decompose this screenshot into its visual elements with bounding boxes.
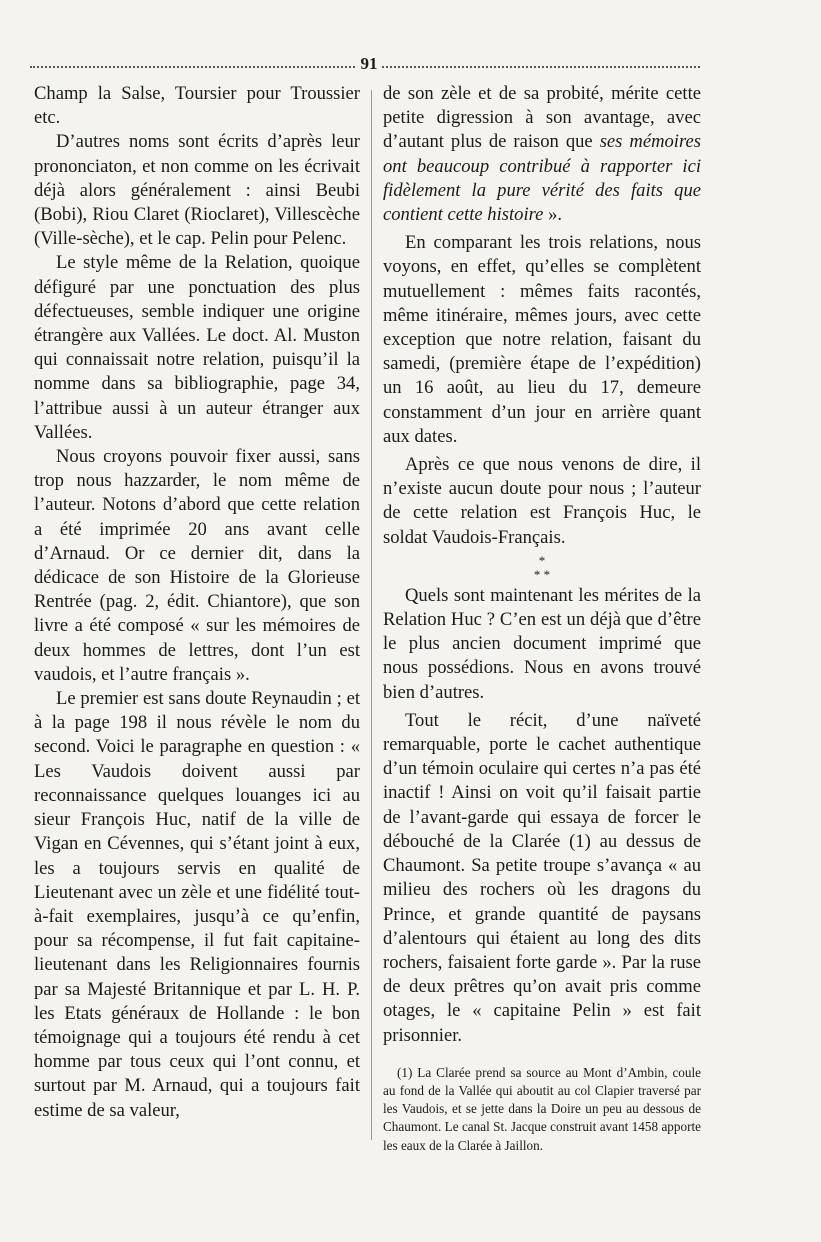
paragraph-narrative: Tout le récit, d’une naïveté remarquable, porte le cachet authentique d’un témoin oculaire qui certes n’a pas été inactif ! Ainsi on voit qu’il faisait partie de l’avant-garde qui essaya de forcer le débouché de la Clarée (1) au dessus de Chaumont. Sa petite troupe s’avança « au milieu des rochers où les dragons du Prince, et grande quantité de paysans d’alentours qui étaient au long des dits rochers, faisaient forte garde ». Par la ruse de deux prêtres qu’on avait pris comme otages, le « capitaine Pelin » est fait prisonnier. [383, 709, 701, 1046]
footnote: (1) La Clarée prend sa source au Mont d’Ambin, coule au fond de la Vallée qui aboutit au col Clapier traversé par les Vaudois, et se jette dans la Doire un peu au dessous de Chaumont. Le canal St. Jacque construit avant 1458 apporte les eaux de la Clarée à Jaillon. [383, 1064, 701, 1153]
header-rule-right [382, 66, 700, 68]
paragraph-continuation: Champ la Salse, Toursier pour Troussier etc. [34, 83, 360, 129]
quotation-plain: de son zèle et de sa probité, mérite cette petite digression à son avantage, avec d’autant plus de raison que [383, 83, 701, 153]
paragraph-quotation-end [383, 82, 701, 227]
quotation-italic: ses mémoires ont beaucoup contribué à rapporter ici fidèlement la pure vérité des faits que contient cette histoire [383, 131, 702, 226]
paragraph-pronunciation: D’autres noms sont écrits d’après leur prononciaton, et non comme on les écrivait déjà alors généralement : ainsi Beubi (Bobi), Riou Claret (Rioclaret), Villescèche (Ville-sèche), et le cap. Pelin pour Pelenc. [34, 131, 360, 250]
section-break-asterisks [383, 554, 701, 582]
paragraph-quotation: Le premier est sans doute Reynaudin ; et à la page 198 il nous révèle le nom du second. Voici le paragraphe en question : « Les Vaudois doivent aussi par reconnaissance quelques louanges ici au sieur François Huc, natif de la ville de Vigan en Cévennes, qui s’étant joint à eux, les a toujours servis en qualité de Lieutenant avec un zèle et une fidélité tout-à-fait exemplaires, jusqu’à ce qu’enfin, pour sa récompense, il fut fait capitaine-lieutenant dans les Religionnaires fournis par sa Majesté Britannique et par L. H. P. les Etats généraux de Hollande : le bon témoignage qui a toujours été rendu à cet homme par tous ceux qui l’ont connu, et surtout par M. Arnaud, qui a toujours fait estime de sa valeur, [34, 688, 360, 1121]
right-column [383, 82, 701, 1155]
paragraph-merits: Quels sont maintenant les mérites de la Relation Huc ? C’en est un déjà que d’être le plus ancien document imprimé que nous possédions. Nous en avons trouvé bien d’autres. [383, 584, 701, 703]
column-divider [371, 90, 372, 1140]
header-rule-left [30, 66, 355, 68]
paragraph-author: Nous croyons pouvoir fixer aussi, sans trop nous hazzarder, le nom même de l’auteur. Notons d’abord que cette relation a été imprimée 20 ans avant celle d’Arnaud. Or ce dernier dit, dans la dédicace de son Histoire de la Glorieuse Rentrée (pag. 2, édit. Chiantore), que son livre a été composé « sur les mémoires de deux hommes de lettres, dont l’un est vaudois, et l’autre français ». [34, 446, 360, 685]
paragraph-conclusion: Après ce que nous venons de dire, il n’existe aucun doute pour nous ; l’auteur de cette relation est François Huc, le soldat Vaudois-Français. [383, 454, 701, 548]
page-number: 91 [360, 54, 378, 73]
paragraph-style: Le style même de la Relation, quoique défiguré par une ponctuation des plus défectueuses, semble indiquer une origine étrangère aux Vallées. Le doct. Al. Muston qui connaissait notre relation, puisqu’il la nomme dans sa bibliographie, page 34, l’attribue aussi à un auteur étranger aux Vallées. [34, 252, 360, 443]
left-column [34, 82, 360, 1123]
quotation-end: ». [543, 204, 563, 226]
paragraph-comparison: En comparant les trois relations, nous voyons, en effet, qu’elles se complètent mutuellement : mêmes faits racontés, même itinéraire, mêmes jours, avec cette exception que notre relation, faisant du samedi, (première étape de l’expédition) un 16 août, au lieu du 17, demeure constamment d’un jour en arrière quant aux dates. [383, 232, 701, 447]
asterisk-mark: * * * [533, 552, 551, 582]
